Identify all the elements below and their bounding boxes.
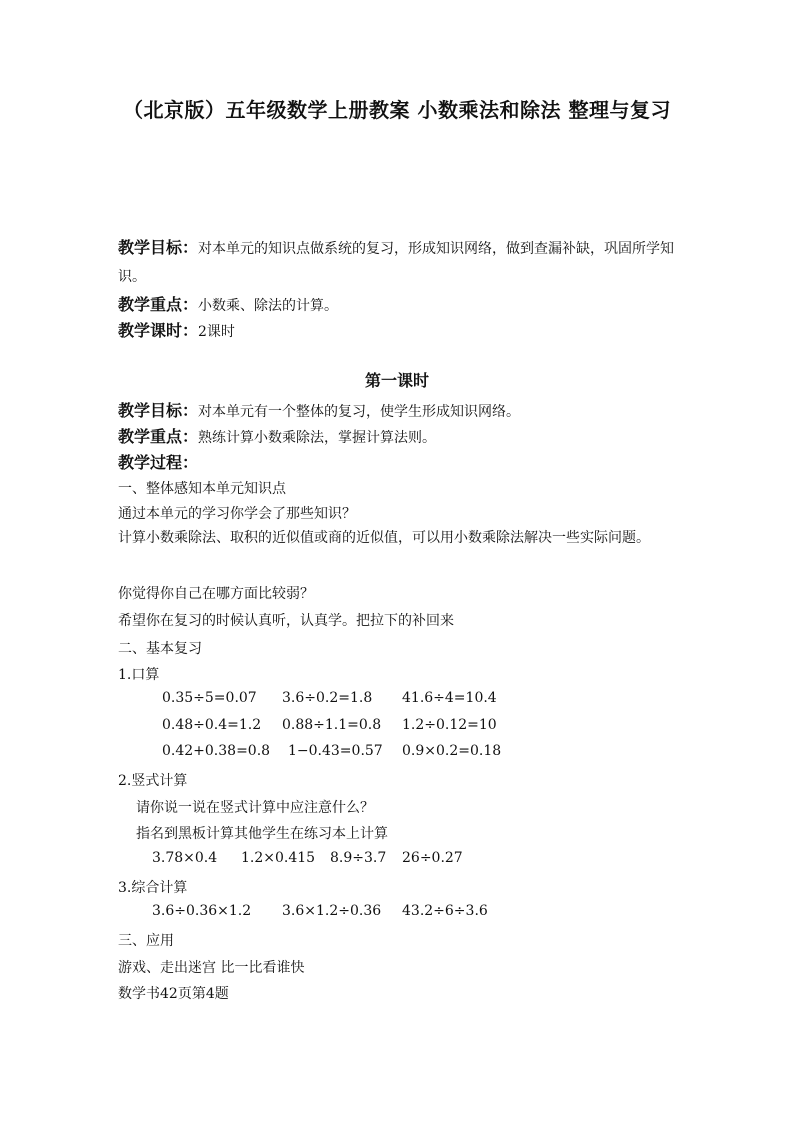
- lesson-focus-text: 熟练计算小数乘除法，掌握计算法则。: [198, 430, 437, 446]
- question-one: 通过本单元的学习你学会了那些知识？: [118, 506, 356, 522]
- focus-text: 小数乘、除法的计算。: [198, 298, 339, 314]
- oral-item: 3.6÷0.2=1.8: [282, 690, 373, 706]
- goal-label: 教学目标：: [118, 238, 199, 257]
- vertical-item: 1.2×0.415: [241, 850, 316, 866]
- book-line: 数学书42页第4题: [118, 986, 229, 1002]
- overview-focus: [118, 292, 338, 315]
- section-three: 三、应用: [118, 933, 174, 949]
- question-two: 你觉得你自己在哪方面比较弱？: [118, 586, 314, 602]
- document-title: （北京版）五年级数学上册教案 小数乘法和除法 整理与复习: [123, 98, 671, 122]
- oral-item: 0.35÷5=0.07: [162, 690, 257, 706]
- oral-item: 0.88÷1.1=0.8: [282, 717, 382, 733]
- section-one: 一、整体感知本单元知识点: [118, 481, 286, 497]
- oral-title: 1.口算: [118, 667, 160, 683]
- section-two: 二、基本复习: [118, 641, 202, 657]
- oral-item: 0.48÷0.4=1.2: [162, 717, 262, 733]
- vertical-item: 8.9÷3.7: [330, 850, 387, 866]
- overview-hours: [118, 318, 235, 341]
- statement-two: 希望你在复习的时候认真听，认真学。把拉下的补回来: [118, 613, 454, 629]
- goal-text: 对本单元的知识点做系统的复习，形成知识网络，做到查漏补缺，巩固所学知识。: [118, 241, 675, 285]
- lesson-goal-label: 教学目标：: [118, 401, 199, 420]
- mixed-title: 3.综合计算: [118, 880, 188, 896]
- hours-label: 教学课时：: [118, 321, 199, 340]
- hours-text: 2课时: [198, 324, 235, 340]
- answer-one: 计算小数乘除法、取积的近似值或商的近似值，可以用小数乘除法解决一些实际问题。: [118, 530, 650, 546]
- oral-item: 41.6÷4=10.4: [402, 690, 497, 706]
- vertical-note: 指名到黑板计算其他学生在练习本上计算: [136, 826, 388, 842]
- vertical-item: 3.78×0.4: [152, 850, 218, 866]
- overview-goal: [118, 234, 688, 291]
- mixed-item: 43.2÷6÷3.6: [402, 903, 488, 919]
- oral-item: 1.2÷0.12=10: [402, 717, 497, 733]
- focus-label: 教学重点：: [118, 295, 199, 314]
- oral-item: 1−0.43=0.57: [288, 743, 383, 759]
- vertical-item: 26÷0.27: [402, 850, 463, 866]
- lesson-focus: [118, 424, 436, 447]
- lesson-goal: [118, 398, 520, 421]
- process-label-text: 教学过程：: [118, 453, 199, 472]
- lesson-focus-label: 教学重点：: [118, 427, 199, 446]
- lesson-goal-text: 对本单元有一个整体的复习，使学生形成知识网络。: [198, 404, 521, 420]
- mixed-item: 3.6×1.2÷0.36: [282, 903, 382, 919]
- lesson-heading: 第一课时: [364, 371, 429, 390]
- mixed-item: 3.6÷0.36×1.2: [152, 903, 252, 919]
- vertical-question: 请你说一说在竖式计算中应注意什么？: [136, 800, 374, 816]
- oral-item: 0.42+0.38=0.8: [162, 743, 271, 759]
- process-label: [118, 450, 198, 473]
- vertical-title: 2.竖式计算: [118, 773, 188, 789]
- oral-item: 0.9×0.2=0.18: [402, 743, 502, 759]
- game-line: 游戏、走出迷宫 比一比看谁快: [118, 960, 305, 976]
